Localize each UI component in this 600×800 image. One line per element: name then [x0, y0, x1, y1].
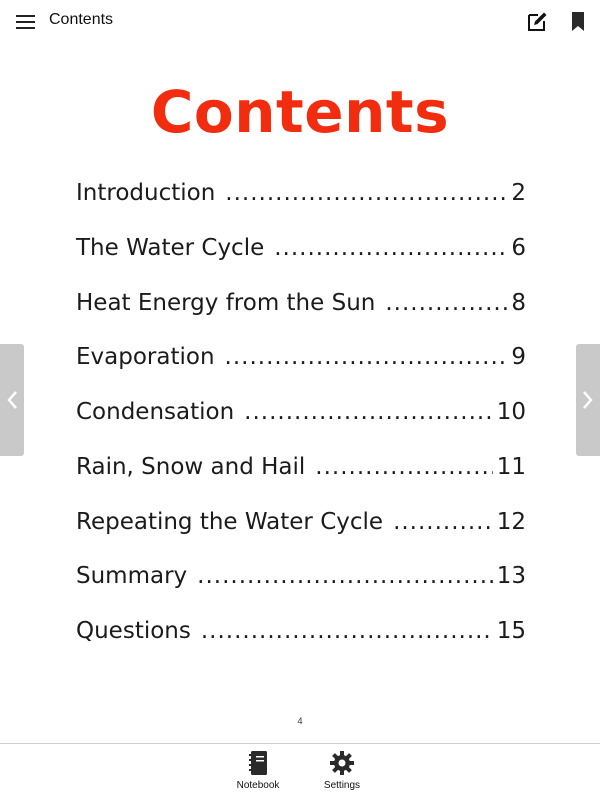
toc-entry-title: Questions [76, 618, 191, 644]
toc-entry[interactable] [76, 509, 526, 564]
bookmark-button[interactable] [569, 11, 587, 33]
toc-entry-title: Evaporation [76, 344, 215, 371]
tab-settings[interactable] [307, 750, 377, 798]
toc-entry-page: 2 [511, 180, 526, 206]
toc-entry-title: Introduction [76, 180, 216, 206]
toc-entry-page: 9 [511, 344, 526, 371]
toc-entry[interactable] [76, 454, 526, 509]
toc-entry[interactable] [76, 180, 526, 235]
toc-leader-dots [244, 399, 493, 425]
toc-leader-dots [197, 563, 493, 589]
page-number: 4 [297, 716, 303, 726]
chevron-right-icon [581, 389, 595, 411]
toc-leader-dots [225, 344, 508, 370]
gear-icon [329, 750, 355, 776]
page-heading: Contents [150, 78, 450, 146]
toc-entry[interactable] [76, 563, 526, 618]
toc-entry-title: Condensation [76, 399, 235, 425]
next-page-button[interactable] [576, 344, 600, 456]
toc-entry[interactable] [76, 235, 526, 290]
toc-entry-page: 15 [496, 618, 526, 644]
edit-note-icon [525, 10, 549, 34]
previous-page-button[interactable] [0, 344, 24, 456]
toc-entry-page: 12 [496, 508, 526, 535]
top-bar-title: Contents [49, 11, 114, 28]
hamburger-menu-icon [16, 15, 35, 17]
notebook-icon [247, 750, 269, 776]
bottom-bar [0, 743, 600, 800]
toc-entry[interactable] [76, 399, 526, 454]
chevron-left-icon [5, 389, 19, 411]
toc-leader-dots [225, 180, 507, 206]
toc-leader-dots [274, 235, 507, 261]
menu-button[interactable] [10, 10, 40, 34]
toc-entry-title: Repeating the Water Cycle [76, 508, 384, 535]
toc-leader-dots [385, 290, 507, 316]
toc-entry-page: 13 [496, 563, 526, 590]
toc-entry[interactable] [76, 290, 526, 345]
tab-notebook-label: Notebook [236, 780, 280, 791]
tab-notebook[interactable] [223, 750, 293, 798]
toc-entry-title: Heat Energy from the Sun [76, 289, 376, 316]
table-of-contents [76, 180, 526, 673]
edit-note-button[interactable] [525, 10, 549, 34]
toc-entry-page: 6 [511, 234, 526, 261]
toc-entry-page: 11 [496, 453, 526, 480]
toc-entry-page: 10 [496, 399, 526, 425]
tab-settings-label: Settings [323, 780, 361, 791]
toc-entry[interactable] [76, 344, 526, 399]
toc-entry-page: 8 [511, 289, 526, 316]
top-bar [0, 0, 600, 44]
toc-entry-title: Summary [76, 563, 188, 590]
bookmark-icon [569, 11, 587, 33]
toc-leader-dots [393, 509, 493, 535]
toc-leader-dots [201, 618, 493, 644]
toc-entry-title: Rain, Snow and Hail [76, 453, 306, 480]
toc-leader-dots [315, 454, 492, 480]
toc-entry[interactable] [76, 618, 526, 673]
toc-entry-title: The Water Cycle [76, 234, 265, 261]
